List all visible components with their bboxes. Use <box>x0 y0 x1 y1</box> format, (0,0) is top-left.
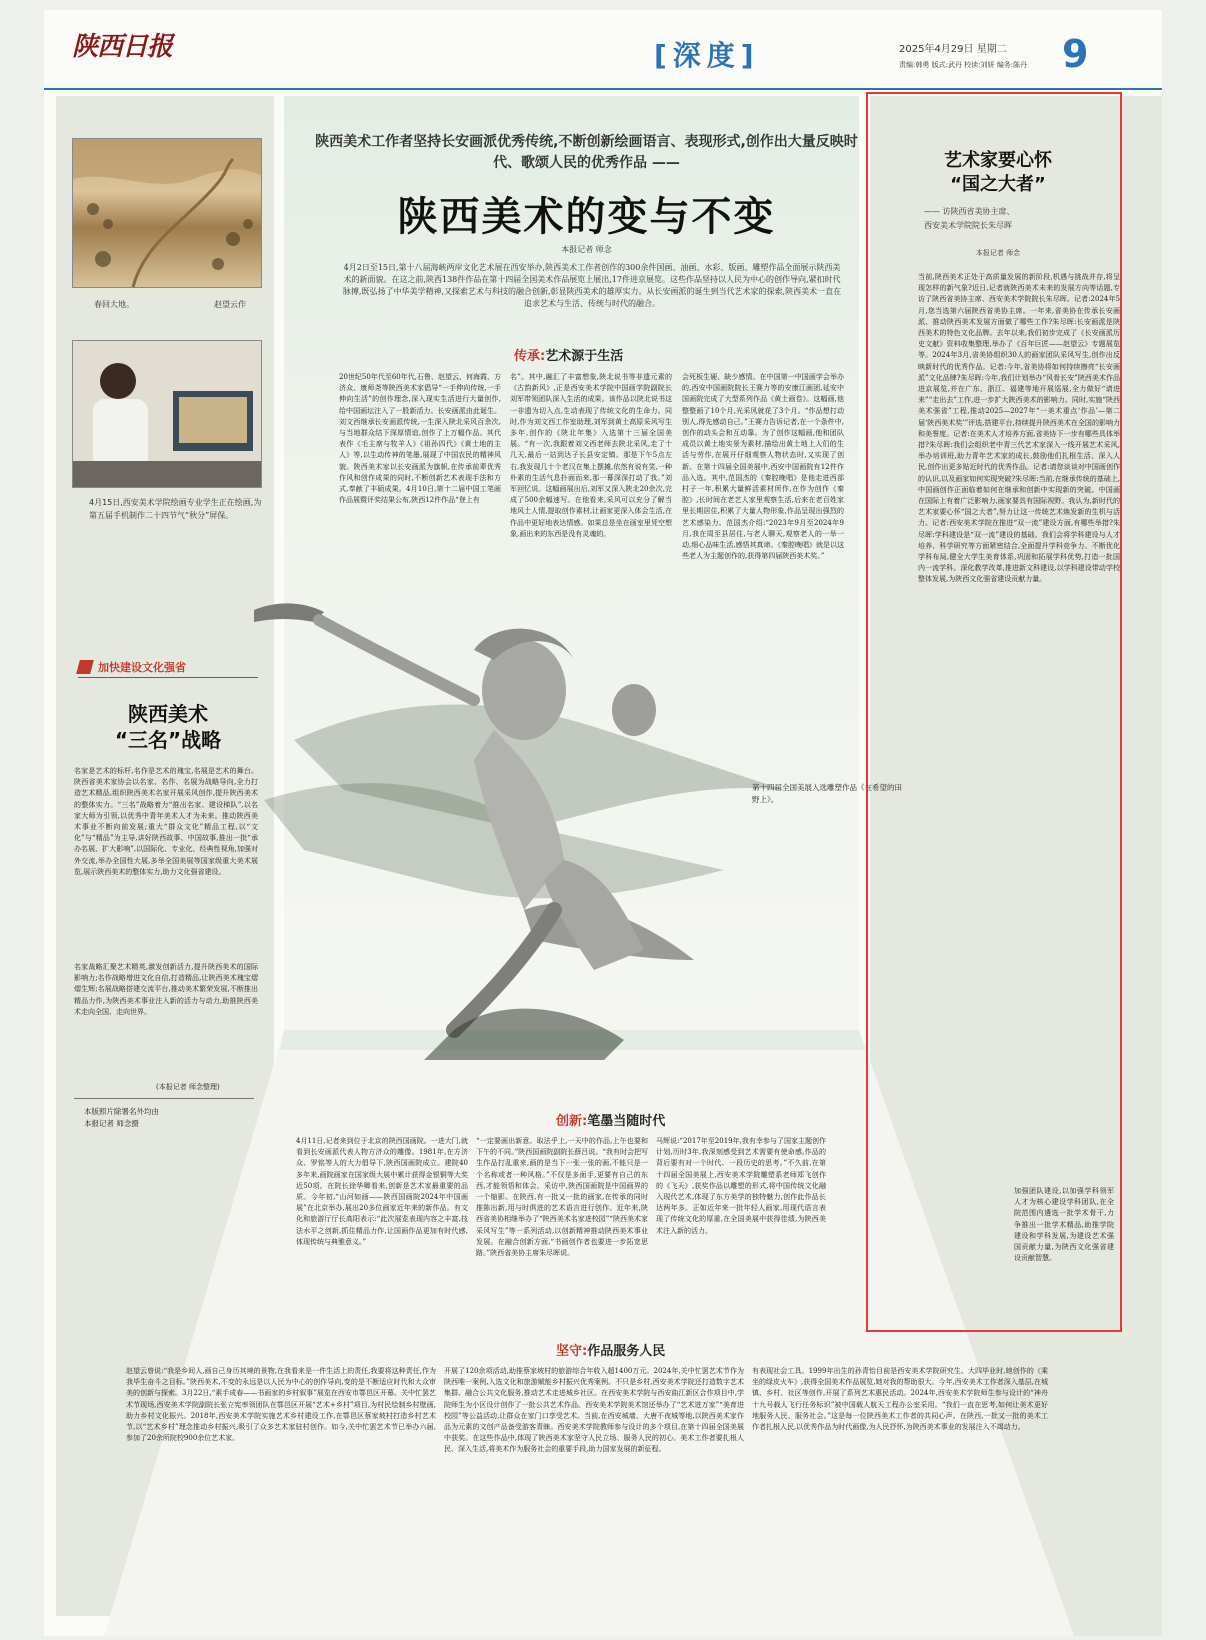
subhead-innovation-keyword: 创新: <box>556 1114 588 1129</box>
article-title: 陕西美术的变与不变 <box>397 194 776 240</box>
persistence-column-3: 有表现社会工具。1999年出生的孙青怡目前是西安美术学院研究生。大四毕业时,她创作的《乘坐的绿皮火车》,获得全国美术作品展览,她对我的帮助很大。今年,西安美术工作者深入基层,在城镇、乡村、社区等创作,开展了系列艺术惠民活动。2024年,西安美术学院师生参与设计的“神舟十九号载人飞行任务标识”被中国载人航天工程办公室采用。“我们一直在思考,如何让美术更好地服务人民、服务社会。”这是每一位陕西美术工作者的共同心声。在陕西,一批又一批的美术工作者扎根人民,以优秀作品为时代画像,为人民抒怀,为陕西美术事业的发展注入不竭动力。 <box>752 1367 1048 1432</box>
painting-caption-title: 春回大地。 <box>94 300 134 309</box>
interview-body: 当前,陕西美术正处于高质量发展的新阶段,机遇与挑战并存,将呈现怎样的新气象?近日,记者就陕西美术未来的发展方向等话题,专访了陕西省美协主席、西安美术学院院长朱尽晖。记者:2024年5月,您当选第六届陕西省美协主席。一年来,省美协在传承长安画派、推动陕西美术发展方面做了哪些工作?朱尽晖:长安画派是陕西美术的特色文化品牌。去年以来,我们初步完成了《长安画派历史文献》资料收集整理,举办了《百年巨匠——赵望云》专题展览等。2024年3月,省美协组织30人的画家团队采风写生,创作出反映新时代的优秀作品。记者:今年,省美协将如何持续擦亮“长安画派”文化品牌?朱尽晖:今年,我们计划举办“风骨长安”陕西美术作品进京展览,并在广东、浙江、福建等地开展巡展,全力做好“请进来”“走出去”工作,进一步扩大陕西美术的影响力。同时,实施“陕西美术强省”工程,推动2025—2027年“一美术重点‘作品’—第二届‘陕西美术奖’”评选,搭建平台,持续提升陕西美术在全国的影响力和美誉度。记者:在美术人才培养方面,省美协下一步有哪些具体举措?朱尽晖:我们会组织老中青三代艺术家深入一线开展艺术采风,举办培训班,助力青年艺术家的成长,鼓励他们扎根生活、深入人民,创作出更多贴近时代的优秀作品。记者:请您谈谈对中国画创作的认识,以及画家如何实现突破?朱尽晖:当前,在继承传统的基础上,中国画创作正面临着如何在继承和创新中实现新的突破。中国画在国际上有着广泛影响力,画家要具有国际视野。我认为,新时代的艺术家要心怀“国之大者”,努力让这一传统艺术焕发新的生机与活力。记者:西安美术学院在推进“双一流”建设方面,有哪些举措?朱尽晖:学科建设是“双一流”建设的基础。我们会将学科建设与人才培养、科学研究等方面紧密结合,全面提升学科竞争力。不断优化学科布局,健全大学生美育体系,巩固和拓展学科优势,打造一批国内一流学科。深化教学改革,推进新文科建设,以学科建设带动学校整体发展,为陕西文化强省建设贡献力量。 <box>918 273 1120 584</box>
masthead-logo: 陕西日报 <box>72 32 173 62</box>
innovation-column-1: 4月11日,记者来到位于北京的陕西国画院。一进大门,就看到长安画派代表人物方济众的雕像。1981年,在方济众、罗铭等人的大力倡导下,陕西国画院成立。建院40多年来,画院画家在国家级大展中累计获得金银铜等大奖近50项。在院长徐华卿看来,创新是艺术家最重要的品质。今年初,“山河如画——陕西国画院2024年中国画展”在北京举办,展出20多位画家近年来的新作品。有文化和旅游厅厅长高阳表示:“此次展览表现内容之丰富,技法水平之创新,抓住精品力作,让国画作品更加有时代感,体现传统与典雅意义。” <box>296 1137 468 1246</box>
left-article-paragraph-2: 名家战略汇聚艺术精英,激发创新活力,提升陕西美术的国际影响力;名作战略增进文化自信,打造精品,让陕西美术瑰宝熠熠生辉;名展战略搭建交流平台,推动美术繁荣发展,不断推出精品力作,为陕西美术事业注入新的活力与动力,助推陕西美术走向全国、走向世界。 <box>74 963 258 1016</box>
editor-credits: 责编:韩勇 版式:武丹 校读:刘妍 编务:陈丹 <box>899 61 1028 69</box>
newspaper-page <box>44 10 1162 1636</box>
interview-title-line-2: “国之大者” <box>950 174 1046 195</box>
photo-credit-line-1: 本版照片除署名外均由 <box>84 1107 159 1116</box>
painting-photo <box>72 138 262 288</box>
inherit-column-2: 名”。其中,融汇了丰富想象,陕北说书等非遗元素的《古韵新风》,正是西安美术学院中国画学院副院长刘军带领团队深入生活的成果。该作品以陕北说书这一非遗为切入点,生动表现了传统文化的生命力。同时,作为刘文西工作室助理,刘军到黄土高原采风写生多年,创作的《陕北年集》入选第十三届全国美展。“有一次,我跟着刘文西老师去陕北采风,走了十几天,最后一站到达子长县安定镇。那是下午5点左右,我发现几十个老汉在集上摆摊,依然有说有笑,一种朴素的生活气息扑面而来,那一幕深深打动了我。”刘军回忆说。这幅画展出后,刘军又深入陕北20余次,完成了500余幅速写。在他看来,采风可以充分了解当地风土人情,提取创作素材,让画家更深入体会生活,在作品中更好地表达情感。如果总是坐在画室里凭空想象,画出来的东西是没有灵魂的。 <box>510 373 672 538</box>
subhead-persistence-text: 作品服务人民 <box>587 1344 666 1359</box>
subhead-persistence <box>556 1340 665 1359</box>
interview-title-line-1: 艺术家要心怀 <box>944 150 1052 171</box>
masthead-rule <box>44 88 1162 90</box>
banner-label: 加快建设文化强省 <box>98 661 186 674</box>
students-photo <box>72 340 262 488</box>
interview-subtitle-line-1: —— 访陕西省美协主席、 <box>924 207 1015 216</box>
left-article-reporter: (本报记者 师念整理) <box>156 1083 220 1091</box>
persistence-column-2: 开展了120余项活动,助推蔡家坡村的旅游综合年收入超1400万元。2024年,关中忙罢艺术节作为陕西唯一案例,入选文化和旅游赋能乡村振兴优秀案例。不只是乡村,西安美术学院还打造数字艺术集群、融合公共文化服务,推动艺术走进城乡社区。在西安美术学院与西安曲江新区合作项目中,学院师生为小区设计创作了一批公共艺术作品。西安美术学院美术馆还举办了“艺术进万家”“美育进校园”等公益活动,让群众在家门口享受艺术。当前,在西安城墙、大唐不夜城等地,以陕西美术家作品为元素的文创产品备受游客青睐。西安美术学院教师参与设计的多个项目,在第十四届全国美展中获奖。在这些作品中,体现了陕西美术家坚守人民立场、服务人民的初心。美术工作者要扎根人民、深入生活,将美术作为服务社会的重要手段,助力国家发展的新征程。 <box>444 1367 744 1454</box>
subhead-innovation <box>556 1110 665 1129</box>
interview-byline: 本报记者 师念 <box>975 249 1021 257</box>
left-article-paragraph-1: 名家是艺术的标杆,名作是艺术的瑰宝,名展是艺术的舞台。陕西省美术家协会以名家、名作、名展为战略导向,全力打造艺术精品,组织陕西美术名家开展采风创作,提升陕西美术的整体实力。“三名”战略着力“推出名家、建设梯队”,以名家大师为引领,以优秀中青年美术人才为未来。推动陕西美术事业不断向前发展;重大“群众文化”精品工程,以“文化”与“精品”为主导,讲好陕西故事、中国故事,推出一批“承办名展、扩大影响”,以国际化、专业化、经典性视角,加强对外交流,举办全国性大展,多举全国美展等国家级重大美术展览,展示陕西美术的整体实力,助力文化强省建设。 <box>74 767 258 876</box>
persistence-column-1: 赵望云曾说:“我是乡间人,画自己身历其境的景物,在我看来是一件生活上的责任,我要将这种责任,作为我毕生奋斗之目标。”陕西美术,不变的永远是以人民为中心的创作导向,变的是不断适应时代和大众审美的创新与探索。3月22日,“素手成春——书画家的乡村叙事”展览在西安市鄠邑区开幕。关中忙罢艺术节现场,西安美术学院副院长张立宪率领团队在鄠邑区开展“艺术+乡村”项目,为村民绘制乡村壁画,助力乡村文化振兴。2018年,西安美术学院实施艺术乡村建设工作,在鄠邑区蔡家坡村打造乡村艺术节,以“艺术乡村”理念推动乡村振兴,吸引了众多艺术家驻村创作。如今,关中忙罢艺术节已举办六届,参加了20余所院校900余位艺术家。 <box>126 1367 436 1443</box>
issue-date: 2025年4月29日 星期二 <box>899 44 1007 55</box>
inherit-column-3: 会死板生硬、缺少感情。在中国第一中国画学会举办的,西安中国画院院长王赛力等的安康江画团,延安中国画院完成了大型系列作品《黄土画卷》。这幅画,他整整画了10个月,光采风就花了3个月。“作品想打动别人,得先感动自己。”王赛力告诉记者,在一个条件中,创作的动头会和互动靠。为了创作这幅画,他和团队成员以黄土地实景为素材,描绘出黄土地上人们的生活与劳作,在展开仔细观察人物状态时,又实现了创新。在第十四届全国美展中,西安中国画院有12件作品入选。其中,范国杰的《秦腔晚唱》是他走进西部村子一年,积累大量鲜活素材所作,在作为创作《秦腔》,长时间在老艺人家里观察生活,后来在老百姓家里长期居住,积累了大量人物形象,作品呈现出强烈的艺术感染力。范国杰介绍:“2023年9月至2024年9月,我在周至县居住,与老人聊天,观察老人的一举一动,细心品味生活,感悟其真谛。《秦腔晚唱》就是以这些老人为主题创作的,获得第四届陕西美术奖。” <box>682 373 844 561</box>
photo-credit <box>84 1106 159 1130</box>
article-byline: 本报记者 师念 <box>561 245 612 254</box>
interview-body-continued: 加强团队建设,以加强学科领军人才为核心建设学科团队,在全院范围内遴选一批学术骨干,力争推出一批学术精品,助推学院建设和学科发展,为建设艺术强国贡献力量,为陕西文化强省建设贡献智慧。 <box>1014 1187 1114 1263</box>
page-number: 9 <box>1062 32 1089 76</box>
interview-subtitle-line-2: 西安美术学院院长朱尽晖 <box>924 221 1012 230</box>
article-deck: 陕西美术工作者坚持长安画派优秀传统,不断创新绘画语言、表现形式,创作出大量反映时代、歌颂人民的优秀作品 —— <box>315 134 858 171</box>
subhead-persistence-keyword: 坚守: <box>556 1344 588 1359</box>
subhead-innovation-text: 笔墨当随时代 <box>587 1114 666 1129</box>
painting-caption-artist: 赵望云作 <box>214 300 246 309</box>
innovation-column-3: 马辉说:“2017年至2019年,我有幸参与了国家主题创作计划,历时3年,我深刻感受到艺术需要有使命感,作品的背后要有对一个时代、一段历史的思考。”不久前,在第十四届全国美展上,西安美术学院雕塑系老师郑飞创作的《飞天》,获奖作品以雕塑的形式,将中国传统文化融入现代艺术,体现了东方美学的独特魅力,创作此作品长达两年多。正如近年来一批年轻人画家,用现代语言表现了传统文化的厚重,在全国美展中获得佳绩,为陕西美术注入新的活力。 <box>656 1137 826 1235</box>
subhead-inherit-keyword: 传承: <box>514 349 546 364</box>
innovation-column-2: “一定要画出新意。取法乎上,一天中的作品,上午也要和下午的不同。”陕西国画院副院长薛吕说。“我有时会把写生作品打乱重来,画的是当下一张一张的画,不能只是一个名称或者一种风格。”不仅是多面手,更要有自己的东西,才能领悟和体会。采访中,陕西国画院是中国画界的一个缩影。在陕西,有一批又一批的画家,在传承的同时推陈出新,用与时俱进的艺术语言进行创作。近年来,陕西省美协相继举办了“陕西美术名家进校园”“陕西美术家采风写生”等一系列活动,以创新精神推动陕西美术事业发展。在融合创新方面,“书画创作者也要进一步拓宽思路。”陕西省美协主席朱尽晖说。 <box>476 1137 648 1258</box>
highlight-annotation-box <box>866 92 1122 1332</box>
left-headline-line-1: 陕西美术 <box>128 702 208 726</box>
left-divider <box>74 1098 254 1099</box>
subhead-inherit-text: 艺术源于生活 <box>545 349 624 364</box>
students-photo-caption: 4月15日,西安美术学院绘画专业学生正在绘画,为第五届手机制作二十四节气“秋分”屏保。 <box>89 498 262 520</box>
inherit-column-1: 20世纪50年代至60年代,石鲁、赵望云、何海霞、方济众、康师尧等陕西美术家倡导“一手伸向传统,一手伸向生活”的创作理念,深入现实生活进行大量创作,给中国画坛注入了一股新活力。长安画派由此诞生。刘文西继承长安画派传统,一生深入陕北采风百余次,与当地群众结下深厚情谊,创作了上万幅作品。其代表作《毛主席与牧羊人》《祖孙四代》《黄土地的主人》等,以生动传神的笔墨,展现了中国农民的精神风貌。陕西美术家以长安画派为旗帜,在传承前辈优秀作风和创作成果的同时,不断创新艺术表现手法和方式,奉献了丰硕成果。4月10日,第十二届中国工笔画作品展暨评奖结果公布,陕西12件作品“登上有 <box>339 373 501 505</box>
photo-credit-line-2: 本报记者 师念摄 <box>84 1119 139 1128</box>
sculpture-caption: 第十四届全国美展入选雕塑作品《在希望的田野上》。 <box>752 783 902 804</box>
left-headline-line-2: “三名”战略 <box>114 728 222 752</box>
section-label: [深度] <box>654 39 760 72</box>
article-lead: 4月2日至15日,第十八届海峡两岸文化艺术展在西安举办,陕西美术工作者创作的300余件国画、油画、水彩、版画、雕塑作品全面展示陕西美术的新面貌。在这之前,陕西138件作品在第十四届全国美术作品展览上展出,17件进京展览。这些作品坚持以人民为中心的创作导向,紧扣时代脉搏,既弘扬了中华美学精神,又探索艺术与科技的融合创新,彰显陕西美术的雄厚实力。从长安画派的诞生到当代艺术家的探索,陕西美术一直在追求艺术与生活、传统与时代的融合。 <box>342 263 842 308</box>
subhead-inherit <box>514 345 623 364</box>
